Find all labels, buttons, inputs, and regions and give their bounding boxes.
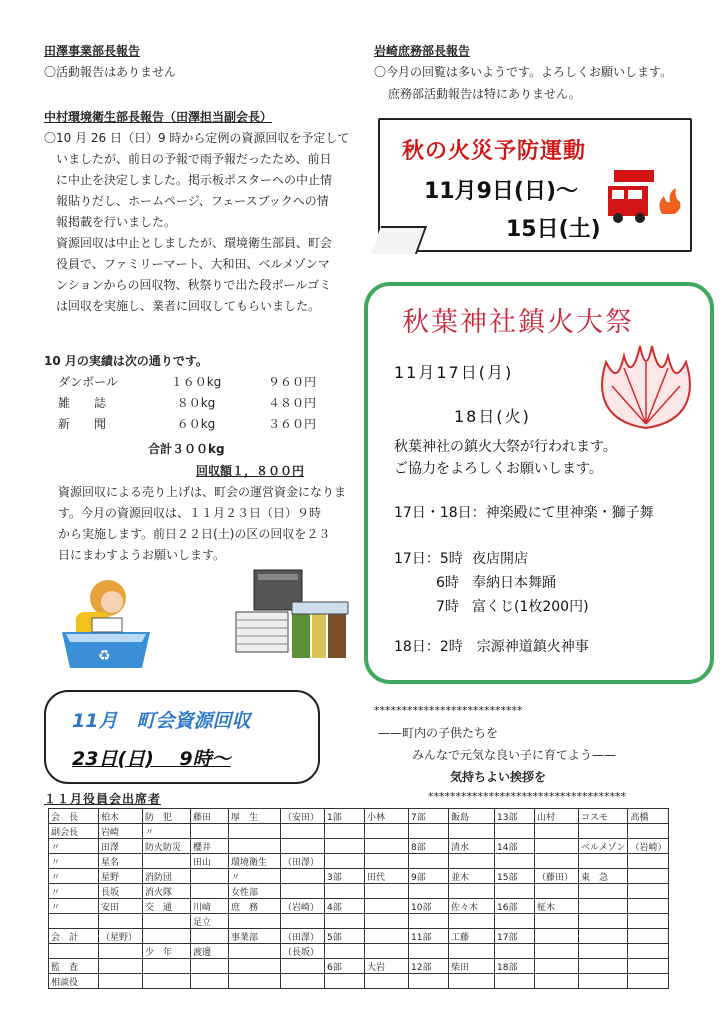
attendance-cell [143,929,191,944]
shrine-desc1: 秋葉神社の鎮火大祭が行われます。 [394,439,617,455]
attendance-cell: 飯島 [449,809,495,824]
recycling-date: 23日(日) 9時～ [72,748,231,770]
attendance-cell: 山村 [535,809,579,824]
shrine-kagura: 17日・18日：神楽殿にて里神楽・獅子舞 [394,505,654,521]
results-row [58,393,328,414]
results-amount: ４８０円 [267,396,316,410]
attendance-cell [579,959,628,974]
text-line: いましたが、前日の予報で雨予報だったため、前日 [56,152,332,166]
slogan-line1: ——町内の子供たちを [378,726,499,740]
text-line: から実施します。前日２２日(土)の区の回収を２３ [58,527,331,541]
attendance-cell [535,824,579,839]
attendance-cell: 藤田 [191,809,229,824]
text-line: は回収を実施し、業者に回収してもらいました。 [56,299,321,313]
attendance-cell: 副会長 [49,824,99,839]
attendance-cell: 18部 [495,959,535,974]
attendance-cell [325,884,365,899]
shrine-festival-box [364,282,714,684]
attendance-cell: 小林 [365,809,409,824]
attendance-cell [99,974,143,989]
nakamura-report-body [44,128,354,317]
attendance-cell [628,884,669,899]
attendance-cell [579,914,628,929]
attendance-cell: 1部 [325,809,365,824]
attendance-cell [281,884,325,899]
attendance-cell: 庶 務 [229,899,281,914]
attendance-cell: 田澤 [99,839,143,854]
shrine-sched-event: 奉納日本舞踊 [472,575,556,591]
attendance-row [49,839,669,854]
attendance-cell: 長坂 [99,884,143,899]
attendance-cell [535,929,579,944]
attendance-cell [495,914,535,929]
attendance-cell: 〃 [49,854,99,869]
attendance-cell: 5部 [325,929,365,944]
text-line: 報掲載を行いました。 [56,215,177,229]
attendance-cell [325,974,365,989]
attendance-row [49,854,669,869]
attendance-cell: 〃 [49,869,99,884]
attendance-row [49,959,669,974]
attendance-cell [325,944,365,959]
attendance-cell: 川﨑 [191,899,229,914]
attendance-cell: 足立 [191,914,229,929]
tazawa-report-heading: 田澤事業部長報告 [44,44,141,58]
attendance-table-body [49,809,669,989]
tazawa-report-body: 〇活動報告はありません [44,65,177,79]
attendance-cell: 〃 [49,899,99,914]
attendance-cell [409,884,449,899]
attendance-cell: （田澤） [281,929,325,944]
attendance-cell: 工藤 [449,929,495,944]
text-line: す。今月の資源回収は、１１月２３日（日）９時 [58,506,322,520]
attendance-cell: 〃 [49,839,99,854]
attendance-cell [579,974,628,989]
attendance-cell: 8部 [409,839,449,854]
attendance-cell [49,944,99,959]
attendance-cell [365,854,409,869]
attendance-cell [449,824,495,839]
attendance-cell [143,974,191,989]
text-line: に中止を決定しました。掲示板ポスターへの中止情 [56,173,333,187]
nakamura-report-heading: 中村環境衛生部長報告（田澤担当副会長） [44,110,273,124]
results-item: 雑 誌 [58,396,107,410]
attendance-cell [449,914,495,929]
shrine-sched-time: 7時 [436,599,459,615]
slogan-line2: みんなで元気な良い子に育てよう—— [412,748,617,762]
attendance-cell [191,959,229,974]
attendance-cell [365,974,409,989]
attendance-cell: 〃 [229,869,281,884]
attendance-cell [99,914,143,929]
attendance-cell [365,839,409,854]
attendance-cell: 17部 [495,929,535,944]
results-item: ダンボール [58,375,118,389]
attendance-cell: 大岩 [365,959,409,974]
attendance-cell: 清水 [449,839,495,854]
attendance-cell: 櫻井 [191,839,229,854]
attendance-cell [535,884,579,899]
attendance-cell [409,944,449,959]
attendance-row [49,929,669,944]
attendance-row [49,974,669,989]
shrine-desc2: ご協力をよろしくお願いします。 [394,461,603,477]
attendance-cell: 〃 [49,884,99,899]
shrine-sched-event: 富くじ(1枚200円) [472,599,589,615]
attendance-cell [143,854,191,869]
attendance-cell [143,914,191,929]
attendance-cell [281,839,325,854]
shrine-sched-event: 夜店開店 [472,551,528,567]
attendance-cell: 消防団 [143,869,191,884]
fire-prevention-title: 秋の火災予防運動 [402,139,587,164]
attendance-cell: コスモ [579,809,628,824]
attendance-cell [535,959,579,974]
attendance-cell: 並木 [449,869,495,884]
attendance-cell: 消火隊 [143,884,191,899]
closing-paragraph [58,482,358,566]
attendance-cell [49,914,99,929]
results-weight: ８０kg [176,396,216,410]
attendance-cell [191,929,229,944]
attendance-cell [191,869,229,884]
attendance-cell [229,974,281,989]
attendance-cell: 12部 [409,959,449,974]
attendance-cell: 14部 [495,839,535,854]
attendance-cell [365,944,409,959]
attendance-cell: 7部 [409,809,449,824]
attendance-cell: 星野 [99,869,143,884]
slogan-stars-bottom: ************************************ [428,790,626,803]
shrine-festival-title: 秋葉神社鎮火大祭 [402,307,634,338]
attendance-cell [99,944,143,959]
attendance-cell: 田山 [191,854,229,869]
attendance-cell: 9部 [409,869,449,884]
attendance-cell [579,884,628,899]
results-row [58,414,328,435]
attendance-cell [628,854,669,869]
results-item: 新 聞 [58,417,107,431]
attendance-row [49,869,669,884]
attendance-row [49,809,669,824]
attendance-cell [365,929,409,944]
attendance-cell [535,944,579,959]
attendance-row [49,899,669,914]
attendance-cell: 柴田 [449,959,495,974]
attendance-cell [628,929,669,944]
attendance-cell: 厚 生 [229,809,281,824]
attendance-cell: （岩崎） [281,899,325,914]
fire-truck-icon [606,164,682,224]
attendance-cell: 環境衛生 [229,854,281,869]
fire-prevention-start: 11月9日(日)～ [424,179,579,204]
results-row [58,372,328,393]
attendance-row [49,824,669,839]
attendance-cell [495,824,535,839]
attendance-cell: 相談役 [49,974,99,989]
attendance-cell: 会 長 [49,809,99,824]
attendance-cell [579,824,628,839]
attendance-cell [495,944,535,959]
attendance-cell [409,854,449,869]
results-amount: ９６０円 [267,375,316,389]
results-weight: １６０kg [170,375,222,389]
attendance-cell [143,959,191,974]
attendance-cell [628,869,669,884]
collected-amount: 回収額１，８００円 [196,464,305,478]
recycling-girl-illustration [46,572,166,672]
attendance-cell [365,914,409,929]
attendance-cell: 11部 [409,929,449,944]
attendance-cell: 〃 [143,824,191,839]
attendance-cell [281,974,325,989]
sacred-flame-icon [594,342,698,430]
results-amount: ３６０円 [267,417,316,431]
attendance-cell: （安田） [281,809,325,824]
attendance-cell [191,884,229,899]
shrine-sched-time: 17日：5時 [394,551,463,567]
attendance-cell [409,974,449,989]
attendance-cell [495,854,535,869]
text-line: 〇10 月 26 日（日）9 時から定例の資源回収を予定して [44,131,350,145]
attendance-cell [579,929,628,944]
attendance-cell: 少 年 [143,944,191,959]
text-line: 報貼りだし、ホームページ、フェースブックへの情 [56,194,329,208]
attendance-cell: 東 急 [579,869,628,884]
attendance-cell [628,944,669,959]
attendance-cell [628,959,669,974]
attendance-cell [99,959,143,974]
attendance-cell: 監 査 [49,959,99,974]
attendance-row [49,914,669,929]
results-total: 合計３００kg [148,442,225,456]
attendance-cell [281,914,325,929]
shrine-date2: 18日(火) [454,407,531,426]
text-line: ンションからの回収物、秋祭りで出た段ボールゴミ [56,278,332,292]
attendance-cell [628,914,669,929]
attendance-cell: 柾木 [535,899,579,914]
svg-text:♻: ♻ [98,648,111,664]
text-line: 日にまわすようお願いします。 [58,548,226,562]
attendance-cell: （岩崎） [628,839,669,854]
attendance-cell: 田代 [365,869,409,884]
attendance-cell [449,854,495,869]
attendance-cell [229,839,281,854]
attendance-cell: 女性部 [229,884,281,899]
attendance-cell [495,884,535,899]
iwasaki-report-line2: 庶務部活動報告は特にありません。 [388,87,581,101]
attendance-cell [579,854,628,869]
attendance-cell [535,974,579,989]
attendance-cell: 交 通 [143,899,191,914]
attendance-cell: 事業部 [229,929,281,944]
attendance-row [49,884,669,899]
attendance-cell [628,974,669,989]
attendance-cell: 佐々木 [449,899,495,914]
attendance-cell [628,824,669,839]
attendance-cell: （長坂） [281,944,325,959]
attendance-cell [579,944,628,959]
attendance-cell [365,824,409,839]
attendance-cell [325,839,365,854]
attendance-cell [325,914,365,929]
attendance-cell: 防火防災 [143,839,191,854]
attendance-cell: 星名 [99,854,143,869]
attendance-cell [191,824,229,839]
attendance-cell: 16部 [495,899,535,914]
attendance-cell [325,854,365,869]
attendance-cell: 3部 [325,869,365,884]
attendance-cell [229,959,281,974]
attendance-cell: 柏木 [99,809,143,824]
attendance-cell [281,959,325,974]
attendance-cell [365,899,409,914]
fire-prevention-end: 15日(土) [506,217,601,242]
iwasaki-report-line1: 〇今月の回覧は多いようです。よろしくお願いします。 [374,65,673,79]
attendance-table [48,808,669,989]
slogan-line3: 気持ちよい挨拶を [450,770,547,784]
shrine-date1: 11月17日(月) [394,363,514,382]
attendance-cell [628,899,669,914]
recycling-title: 11月 町会資源回収 [72,710,251,732]
attendance-cell: 10部 [409,899,449,914]
iwasaki-report-heading: 岩崎庶務部長報告 [374,44,471,58]
attendance-cell: 15部 [495,869,535,884]
attendance-cell [281,824,325,839]
attendance-cell: 安田 [99,899,143,914]
attendance-cell [365,884,409,899]
attendance-cell: （田澤） [281,854,325,869]
text-line: 役員で、ファミリーマート、大和田、ベルメゾンマ [56,257,330,271]
attendance-cell [229,944,281,959]
shrine-sched-time: 6時 [436,575,459,591]
slogan-stars-top: *************************** [374,704,523,717]
attendance-cell: 防 犯 [143,809,191,824]
attendance-row [49,944,669,959]
attendance-cell [449,884,495,899]
attendance-cell: 6部 [325,959,365,974]
paper-stacks-illustration [230,568,355,668]
attendance-cell: 高橋 [628,809,669,824]
attendance-cell [409,914,449,929]
text-line: 資源回収による売り上げは、町会の運営資金になりま [58,485,347,499]
results-weight: ６０kg [176,417,216,431]
attendance-cell [579,899,628,914]
attendance-cell [535,839,579,854]
fire-prevention-box [378,118,692,252]
text-line: 資源回収は中止としましたが、環境衛生部員、町会 [56,236,333,250]
attendance-cell: 4部 [325,899,365,914]
attendance-cell [409,824,449,839]
attendance-cell: 13部 [495,809,535,824]
attendance-cell [281,869,325,884]
attendance-cell: （藤田） [535,869,579,884]
attendance-cell: ベルメゾン [579,839,628,854]
attendance-cell [449,974,495,989]
attendance-cell [325,824,365,839]
results-heading: 10 月の実績は次の通りです。 [44,354,208,368]
attendance-cell [535,914,579,929]
shrine-final-event: 18日：2時 宗源神道鎮火神事 [394,639,589,655]
attendance-cell: 渡邊 [191,944,229,959]
results-list [58,372,328,435]
attendance-title: １１月役員会出席者 [44,792,162,806]
attendance-cell: 会 計 [49,929,99,944]
attendance-cell [495,974,535,989]
attendance-cell [229,914,281,929]
attendance-cell: （星野） [99,929,143,944]
attendance-cell [191,974,229,989]
attendance-cell [535,854,579,869]
attendance-cell [449,944,495,959]
attendance-cell: 岩崎 [99,824,143,839]
recycling-collection-banner [44,690,320,784]
attendance-cell [229,824,281,839]
